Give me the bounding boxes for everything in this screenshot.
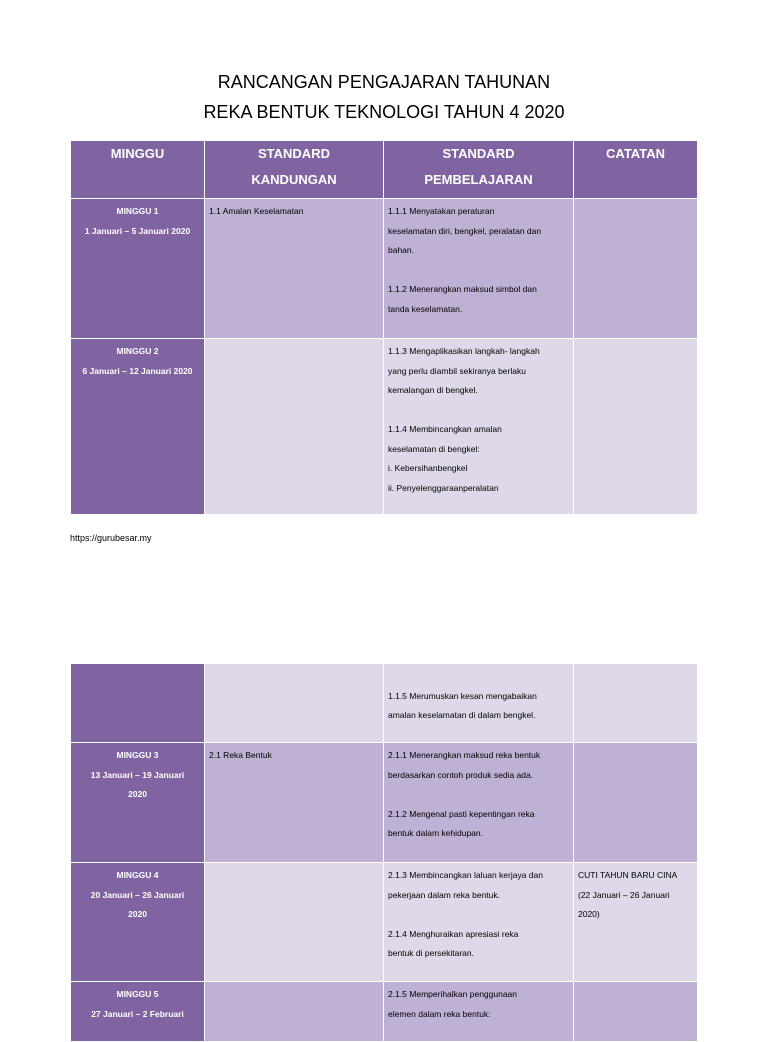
table-row — [71, 339, 698, 515]
sk-cell: 2.1 Reka Bentuk — [205, 743, 384, 863]
table-header-row — [71, 141, 698, 199]
catatan-cell — [574, 743, 698, 863]
sk-cell — [205, 339, 384, 515]
footer-url: https://gurubesar.my — [70, 533, 152, 543]
sp-cell: 1.1.5 Merumuskan kesan mengabaikan amalan keselamatan di dalam bengkel. — [384, 664, 574, 743]
catatan-cell: CUTI TAHUN BARU CINA (22 Januari – 26 Januari 2020) — [574, 863, 698, 982]
table-row — [71, 199, 698, 339]
catatan-cell — [574, 339, 698, 515]
sp-cell: 2.1.1 Menerangkan maksud reka bentuk berdasarkan contoh produk sedia ada. 2.1.2 Mengenal pasti kepentingan reka bentuk dalam kehidupan. — [384, 743, 574, 863]
plan-table-page2 — [70, 663, 698, 1042]
document-title: RANCANGAN PENGAJARAN TAHUNAN — [217, 72, 551, 92]
header-standard-kandungan: STANDARD KANDUNGAN — [205, 141, 384, 199]
week-dates: 13 Januari – 19 Januari — [90, 769, 185, 780]
sk-cell — [205, 863, 384, 982]
catatan-cell — [574, 982, 698, 1042]
header-catatan: CATATAN — [574, 141, 698, 199]
header-standard-pembelajaran: STANDARD PEMBELAJARAN — [384, 141, 574, 199]
sp-cell: 1.1.1 Menyatakan peraturan keselamatan diri, bengkel, peralatan dan bahan. 1.1.2 Menerangkan maksud simbol dan tanda keselamatan. — [384, 199, 574, 339]
week-cell: MINGGU 4 20 Januari – 26 Januari 2020 — [71, 863, 205, 982]
week-dates: 20 Januari – 26 Januari — [90, 889, 185, 900]
catatan-cell — [574, 199, 698, 339]
week-cell — [71, 982, 205, 1042]
week-cell — [71, 199, 205, 339]
sp-cell: 2.1.5 Memperihalkan penggunaan elemen dalam reka bentuk: — [384, 982, 574, 1042]
week-label: MINGGU 3 — [116, 750, 159, 760]
sk-cell — [205, 664, 384, 743]
week-dates: 1 Januari – 5 Januari 2020 — [84, 225, 191, 236]
week-dates: 6 Januari – 12 Januari 2020 — [82, 365, 193, 376]
table-row — [71, 982, 698, 1042]
table-row — [71, 863, 698, 982]
catatan-cell — [574, 664, 698, 743]
sk-cell: 1.1 Amalan Keselamatan — [205, 199, 384, 339]
week-label: MINGGU 2 — [116, 346, 159, 356]
table-row — [71, 664, 698, 743]
header-minggu: MINGGU — [71, 141, 205, 199]
sp-cell: 1.1.3 Mengaplikasikan langkah- langkah yang perlu diambil sekiranya berlaku kemalangan di bengkel. 1.1.4 Membincangkan amalan keselamatan di bengkel: i. Kebersihanbengkel ii. Penyelenggaraanperalatan — [384, 339, 574, 515]
week-dates: 27 Januari – 2 Februari — [91, 1008, 184, 1019]
sk-cell — [205, 982, 384, 1042]
plan-table-page1 — [70, 140, 698, 515]
week-cell — [71, 664, 205, 743]
table-row — [71, 743, 698, 863]
sp-cell: 2.1.3 Membincangkan laluan kerjaya dan pekerjaan dalam reka bentuk. 2.1.4 Menghuraikan apresiasi reka bentuk di persekitaran. — [384, 863, 574, 982]
document-subtitle: REKA BENTUK TEKNOLOGI TAHUN 4 2020 — [203, 102, 565, 122]
week-cell — [71, 339, 205, 515]
week-label: MINGGU 1 — [116, 206, 159, 216]
week-cell: MINGGU 3 13 Januari – 19 Januari 2020 — [71, 743, 205, 863]
week-label: MINGGU 4 — [116, 870, 159, 880]
week-label: MINGGU 5 — [116, 989, 159, 999]
